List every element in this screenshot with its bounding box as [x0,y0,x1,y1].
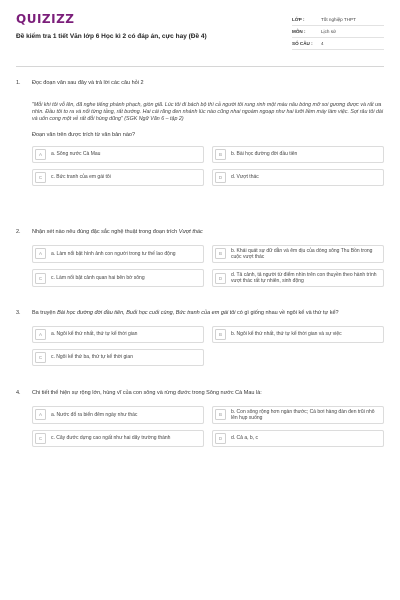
answer-option-b[interactable] [212,146,384,163]
question-text [32,310,384,318]
question-number: 1. [16,80,21,86]
answer-options [32,326,384,366]
meta-value: 4 [321,41,324,46]
answer-option-b[interactable] [212,326,384,343]
option-text: b. Bài học đường đời đầu tiên [231,150,298,157]
answer-options [32,245,384,288]
answer-option-c[interactable] [32,169,204,186]
option-text: b. Ngôi kể thứ nhất, thứ tự kể thời gian và sự việc [231,330,342,337]
answer-option-c[interactable] [32,269,204,287]
option-letter: B [215,149,226,160]
option-letter: A [35,149,46,160]
option-letter: B [215,409,226,420]
option-letter: C [35,172,46,183]
option-letter: A [35,248,46,259]
option-letter: A [35,329,46,340]
quizizz-logo: QUIZIZZ [16,12,75,26]
meta-row-subject [292,26,384,38]
option-text: a. Sông nước Cà Mau [51,150,101,157]
answer-option-d[interactable] [212,430,384,447]
question-text-part: Ba truyện [32,310,58,316]
answer-option-a[interactable] [32,245,204,263]
option-text: d. Cả a, b, c [231,435,258,442]
option-letter: B [215,329,226,340]
question-number: 4. [16,390,21,396]
answer-option-b[interactable] [212,406,384,424]
option-letter: D [215,273,226,284]
reading-passage: "Mỗi khi tôi vỗ lên, đã nghe tiếng phành phạch, giòn giã. Lúc tôi đi bách bộ thì cả người tôi rung rinh một màu nâu bóng mỡ soi gương được và rất ưa nhìn. Đầu tôi to ra và nổi từng tảng, rất bướng. Hai cái răng đen nhánh lúc nào cũng nhai ngoàm ngoạp như hai lưỡi liềm máy làm việc. Sợi râu tôi dài và uốn cong một vẻ rất đỗi hùng dũng" (SGK Ngữ Văn 6 – tập 2) [32,101,384,122]
option-text: c. Làm nổi bật cảnh quan hai bên bờ sông [51,275,145,281]
meta-key: MÔN : [292,29,306,34]
option-letter: D [215,172,226,183]
option-text: d. Tả cảnh, tả người từ điểm nhìn trên con thuyền theo hành trình vượt thác rất tự nhiên, sinh động [231,271,377,285]
answer-options [32,146,384,186]
meta-table [292,14,384,50]
option-letter: C [35,273,46,284]
answer-option-a[interactable] [32,326,204,343]
question-number: 2. [16,229,21,235]
option-letter: B [215,248,226,259]
header-divider [16,66,384,67]
answer-option-b[interactable] [212,245,384,263]
meta-key: LỚP : [292,17,305,22]
question-text-main: Nhận xét nào nêu đúng đặc sắc nghệ thuật trong đoạn trích [32,229,179,235]
option-letter: A [35,409,46,420]
question-text-emphasis: Bài học đường đời đầu tiên, Buổi học cuối cùng, Bức tranh của em gái tôi [57,310,236,316]
question-text [32,229,384,237]
option-text: b. Con sông rộng hơn ngàn thước; Cá bơi hàng đàn đen trũi nhô lên hụp xuống [231,408,375,421]
option-letter: C [35,352,46,363]
answer-option-c[interactable] [32,349,204,366]
meta-row-question-count [292,38,384,50]
meta-key: SỐ CÂU : [292,41,313,46]
answer-option-c[interactable] [32,430,204,447]
option-text: c. Cây đước dựng cao ngất như hai dãy trường thành [51,435,171,442]
option-text: c. Bức tranh của em gái tôi [51,173,111,180]
question-text: Đọc đoạn văn sau đây và trả lời các câu hỏi 2 [32,80,144,86]
answer-option-a[interactable] [32,146,204,163]
meta-value: Tốt nghiệp THPT [321,17,356,22]
option-text: d. Vượt thác [231,173,259,180]
question-text-part: có gì giống nhau về ngôi kể và thứ tự kể? [235,310,339,316]
answer-option-d[interactable] [212,169,384,186]
question-number: 3. [16,310,21,316]
option-text: a. Làm nổi bật hình ảnh con người trong tư thế lao động [51,250,176,257]
option-letter: C [35,433,46,444]
option-text: a. Nước đổ ra biển đêm ngày như thác [51,411,138,418]
option-text: b. Khái quát sự dữ dằn và êm dịu của dòng sông Thu Bồn trong cuộc vượt thác [231,247,373,260]
option-letter: D [215,433,226,444]
worksheet-title: Đề kiểm tra 1 tiết Văn lớp 6 Học kì 2 có đáp án, cực hay (Đề 4) [16,33,207,40]
question-text: Chi tiết thể hiện sự rộng lớn, hùng vĩ của con sông và rừng đước trong Sông nước Cà Mau là: [32,390,262,396]
question-text-emphasis: Vượt thác [178,229,203,235]
answer-option-d[interactable] [212,269,384,287]
option-text: a. Ngôi kể thứ nhất, thứ tự kể thời gian [51,330,138,337]
answer-option-a[interactable] [32,406,204,424]
meta-row-grade [292,14,384,26]
answer-options [32,406,384,447]
meta-value: Lịch sử [321,29,337,34]
question-prompt: Đoạn văn trên được trích từ văn bản nào? [32,131,136,138]
option-text: c. Ngôi kể thứ ba, thứ tự kể thời gian [51,353,133,360]
